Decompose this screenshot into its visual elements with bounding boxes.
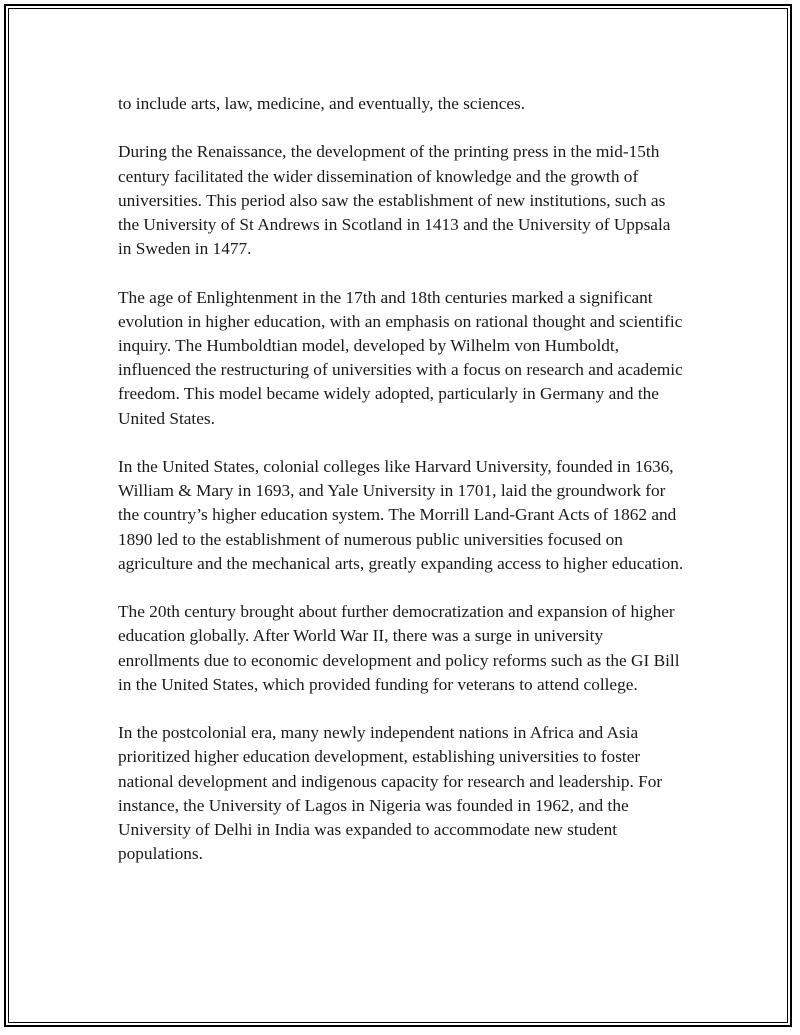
paragraph: The 20th century brought about further democratization and expansion of higher education globally. After World War II, there was a surge in university enrollments due to economic development and policy reforms such as the GI Bill in the United States, which provided funding for veterans to attend college. (118, 602, 680, 694)
paragraph: During the Renaissance, the development of the printing press in the mid-15th century facilitated the wider dissemination of knowledge and the growth of universities. This period also saw the establishment of new institutions, such as the University of St Andrews in Scotland in 1413 and the University of Uppsala in Sweden in 1477. (118, 142, 671, 259)
paragraph: In the United States, colonial colleges like Harvard University, founded in 1636, William & Mary in 1693, and Yale University in 1701, laid the groundwork for the country’s higher education system. The Morrill Land-Grant Acts of 1862 and 1890 led to the establishment of numerous public universities focused on agriculture and the mechanical arts, greatly expanding access to higher education. (118, 457, 684, 573)
paragraph: The age of Enlightenment in the 17th and 18th centuries marked a significant evolution in higher education, with an emphasis on rational thought and scientific inquiry. The Humboldtian model, developed by Wilhelm von Humboldt, influenced the restructuring of universities with a focus on research and academic freedom. This model became widely adopted, particularly in Germany and the United States. (118, 287, 683, 428)
paragraph: to include arts, law, medicine, and eventually, the sciences. (118, 94, 526, 113)
paragraph: In the postcolonial era, many newly independent nations in Africa and Asia prioritized higher education development, establishing universities to foster national development and indigenous capacity for research and leadership. For instance, the University of Lagos in Nigeria was founded in 1962, and the University of Delhi in India was expanded to accommodate new student populations. (118, 723, 663, 864)
document-body (118, 92, 688, 891)
